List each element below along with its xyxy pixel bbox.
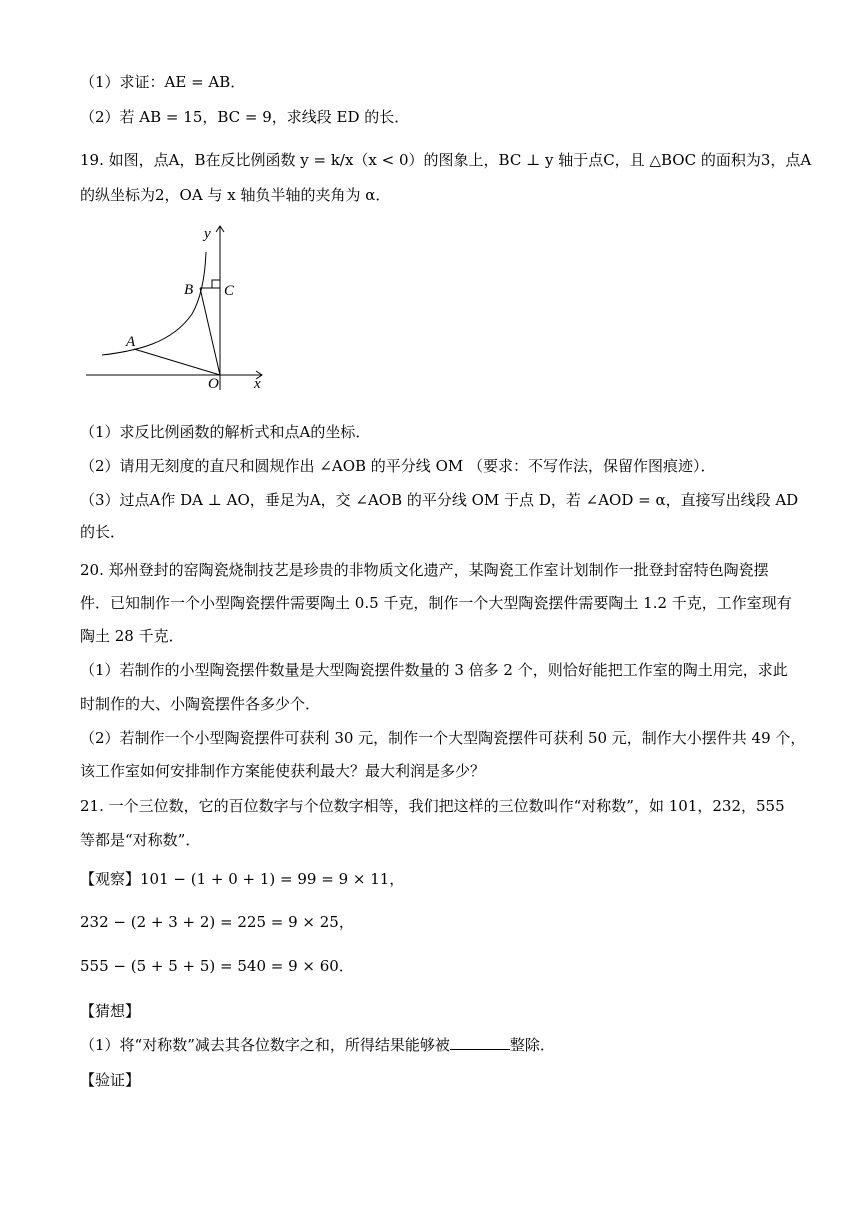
q19-part3-line1: （3）过点A作 DA ⊥ AO，垂足为A，交 ∠AOB 的平分线 OM 于点 D，若 ∠AOD = α，直接写出线段 AD	[80, 491, 799, 509]
label-y: y	[204, 226, 211, 242]
hyperbola-curve	[102, 252, 206, 355]
q20-part2-line1: （2）若制作一个小型陶瓷摆件可获利 30 元，制作一个大型陶瓷摆件可获利 50 元，制作大小摆件共 49 个，	[80, 729, 806, 747]
guess-part1-suffix: 整除．	[509, 1036, 555, 1054]
q19-part2: （2）请用无刻度的直尺和圆规作出 ∠AOB 的平分线 OM （要求：不写作法，保留作图痕迹）．	[80, 457, 716, 475]
q20-stem-line2: 件．已知制作一个小型陶瓷摆件需要陶土 0.5 千克，制作一个大型陶瓷摆件需要陶土 1.2 千克，工作室现有	[80, 594, 792, 612]
label-o: O	[208, 376, 219, 392]
q19-stem-line2: 的纵坐标为2，OA 与 x 轴负半轴的夹角为 α．	[80, 186, 391, 204]
guess-part1-prefix: （1）将“对称数”减去其各位数字之和，所得结果能够被	[80, 1036, 450, 1054]
q20-part2-line2: 该工作室如何安排制作方案能使获利最大？最大利润是多少？	[80, 762, 486, 780]
guess-part1	[80, 1035, 555, 1055]
q20-part1-line2: 时制作的大、小陶瓷摆件各多少个．	[80, 695, 321, 713]
q20-stem-line1: 20. 郑州登封的窑陶瓷烧制技艺是珍贵的非物质文化遗产，某陶瓷工作室计划制作一批登封窑特色陶瓷摆	[80, 561, 769, 579]
observation-line3: 555 − (5 + 5 + 5) = 540 = 9 × 60．	[80, 957, 354, 975]
q19-part3-line2: 的长．	[80, 523, 126, 541]
q20-stem-line3: 陶土 28 千克．	[80, 627, 184, 645]
right-angle-mark	[212, 280, 220, 288]
q19-stem-line1: 19. 如图，点A，B在反比例函数 y = k/x（x < 0）的图象上，BC ⊥ y 轴于点C，且 △BOC 的面积为3，点A	[80, 151, 812, 169]
q21-stem-line1: 21. 一个三位数，它的百位数字与个位数字相等，我们把这样的三位数叫作“对称数”，如 101，232，555	[80, 797, 785, 815]
segment-ob	[200, 288, 220, 375]
verify-heading: 【验证】	[80, 1071, 141, 1089]
guess-heading: 【猜想】	[80, 1002, 141, 1020]
label-a: A	[126, 334, 136, 350]
label-x: x	[254, 376, 261, 392]
q21-stem-line2: 等都是“对称数”．	[80, 831, 201, 849]
answer-blank[interactable]	[450, 1035, 510, 1050]
q18-part1: （1）求证：AE = AB．	[80, 73, 246, 91]
q18-part2: （2）若 AB = 15，BC = 9，求线段 ED 的长．	[80, 108, 410, 126]
segment-oa	[134, 349, 220, 375]
q20-part1-line1: （1）若制作的小型陶瓷摆件数量是大型陶瓷摆件数量的 3 倍多 2 个，则恰好能把工作室的陶土用完，求此	[80, 661, 788, 679]
observation-line2: 232 − (2 + 3 + 2) = 225 = 9 × 25，	[80, 913, 354, 931]
q19-part1: （1）求反比例函数的解析式和点A的坐标．	[80, 423, 371, 441]
observation-line1: 【观察】101 − (1 + 0 + 1) = 99 = 9 × 11，	[80, 870, 405, 888]
label-c: C	[224, 283, 235, 299]
hyperbola-figure	[82, 218, 282, 398]
label-b: B	[184, 282, 194, 298]
